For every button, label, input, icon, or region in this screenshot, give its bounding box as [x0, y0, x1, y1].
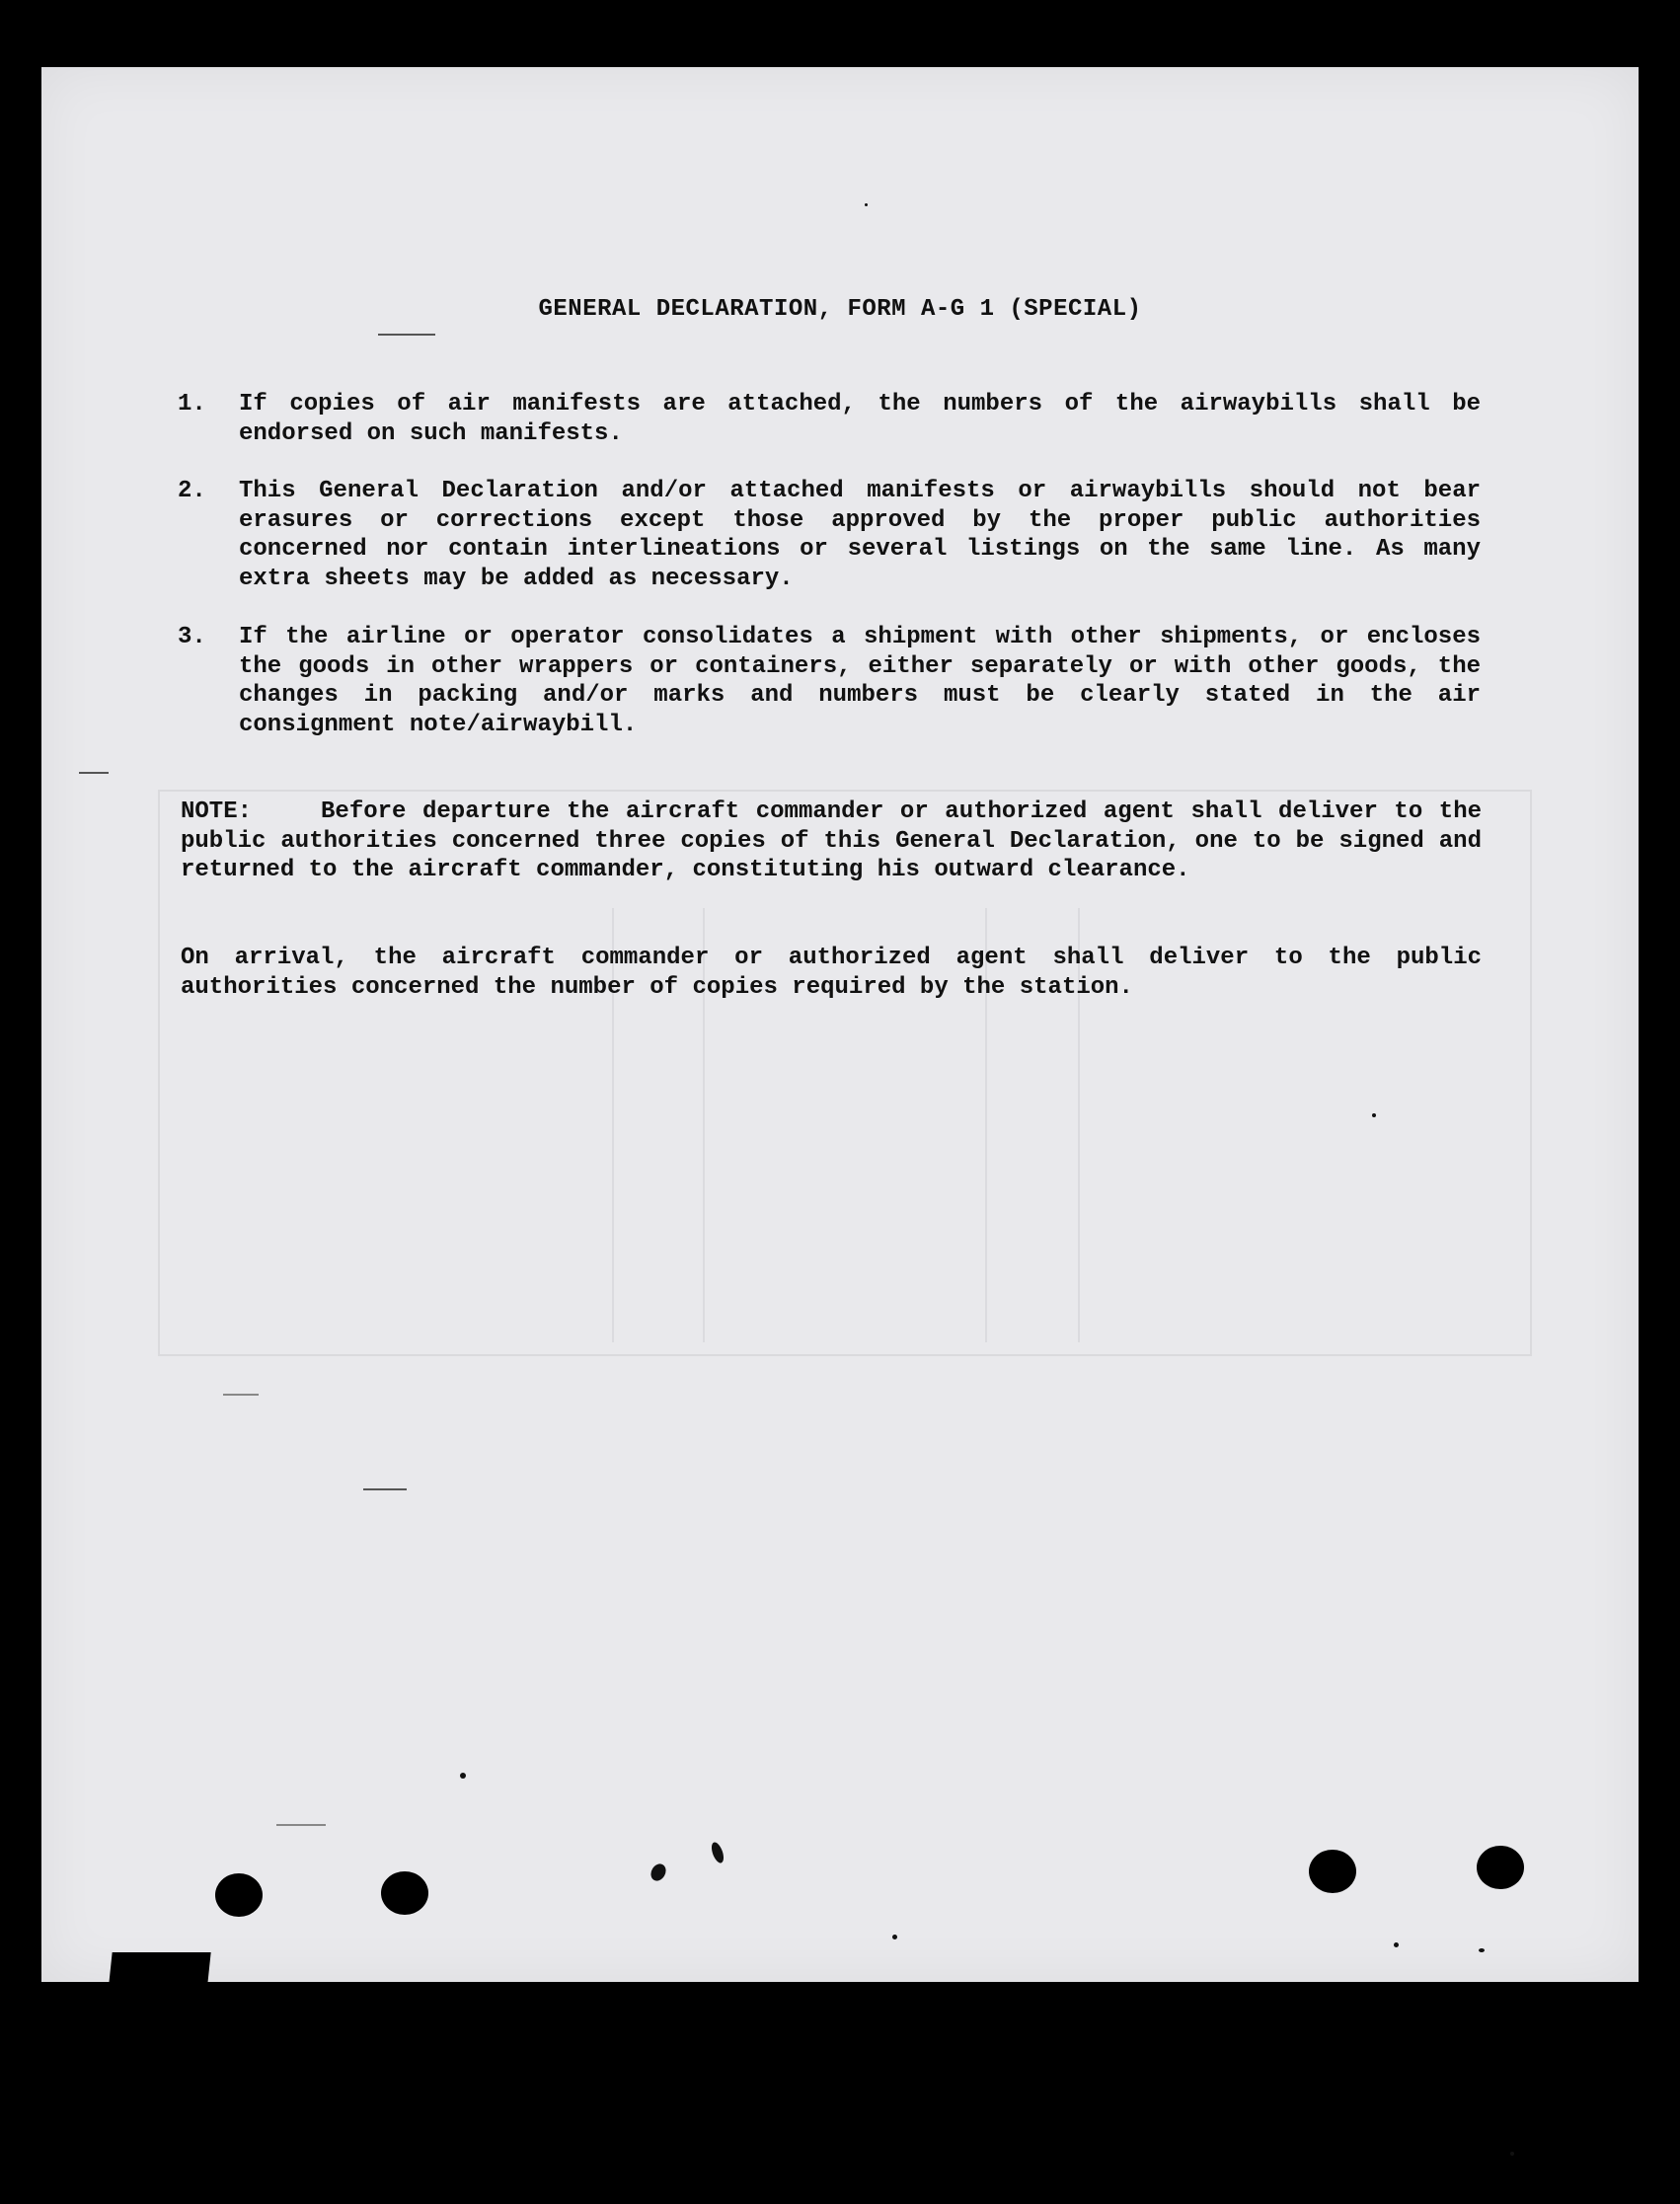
item-text: If the airline or operator consolidates a shipment with other shipments, or encloses the goods in other wrappers or containers, either separately or with other goods, the changes in packing and/or marks and numbers must be clearly stated in the air consignment note/airwaybill.	[239, 624, 1481, 738]
speck-mark	[892, 1935, 897, 1939]
speck-mark	[460, 1773, 466, 1779]
item-text: If copies of air manifests are attached, the numbers of the airwaybills shall be endorsed on such manifests.	[239, 391, 1481, 447]
instruction-item	[178, 390, 1481, 448]
note-label: NOTE:	[181, 798, 253, 825]
stray-line	[363, 1488, 407, 1490]
note-text: Before departure the aircraft commander or authorized agent shall deliver to the public authorities concerned three copies of this General Declaration, one to be signed and returned to the aircraft commander, constituting his outward clearance.	[181, 798, 1482, 883]
speck-mark	[1510, 2152, 1514, 2156]
item-number: 1.	[178, 391, 206, 418]
punch-hole	[1309, 1850, 1356, 1893]
document-title: GENERAL DECLARATION, FORM A-G 1 (SPECIAL)	[538, 296, 1142, 323]
arrival-paragraph: On arrival, the aircraft commander or authorized agent shall deliver to the public authorities concerned the number of copies required by the station.	[181, 945, 1482, 1001]
note-paragraph	[181, 798, 1482, 885]
instruction-item	[178, 477, 1481, 593]
scan-edge-mark	[109, 1952, 210, 1984]
punch-hole	[215, 1873, 263, 1917]
item-number: 2.	[178, 478, 206, 504]
speck-mark	[865, 203, 868, 206]
stray-line	[79, 772, 109, 774]
speck-mark	[1394, 1942, 1399, 1947]
stray-line	[378, 334, 435, 336]
speck-mark	[1479, 1948, 1485, 1952]
punch-hole	[1477, 1846, 1524, 1889]
item-text: This General Declaration and/or attached manifests or airwaybills should not bear erasures or corrections except those approved by the proper public authorities concerned nor contain interlineations or several listings on the same line. As many extra sheets may be added as necessary.	[239, 478, 1481, 592]
instruction-item	[178, 623, 1481, 739]
item-number: 3.	[178, 624, 206, 650]
stray-line	[276, 1824, 326, 1826]
speck-mark	[1372, 1113, 1376, 1117]
stray-line	[223, 1394, 259, 1396]
punch-hole	[381, 1871, 428, 1915]
